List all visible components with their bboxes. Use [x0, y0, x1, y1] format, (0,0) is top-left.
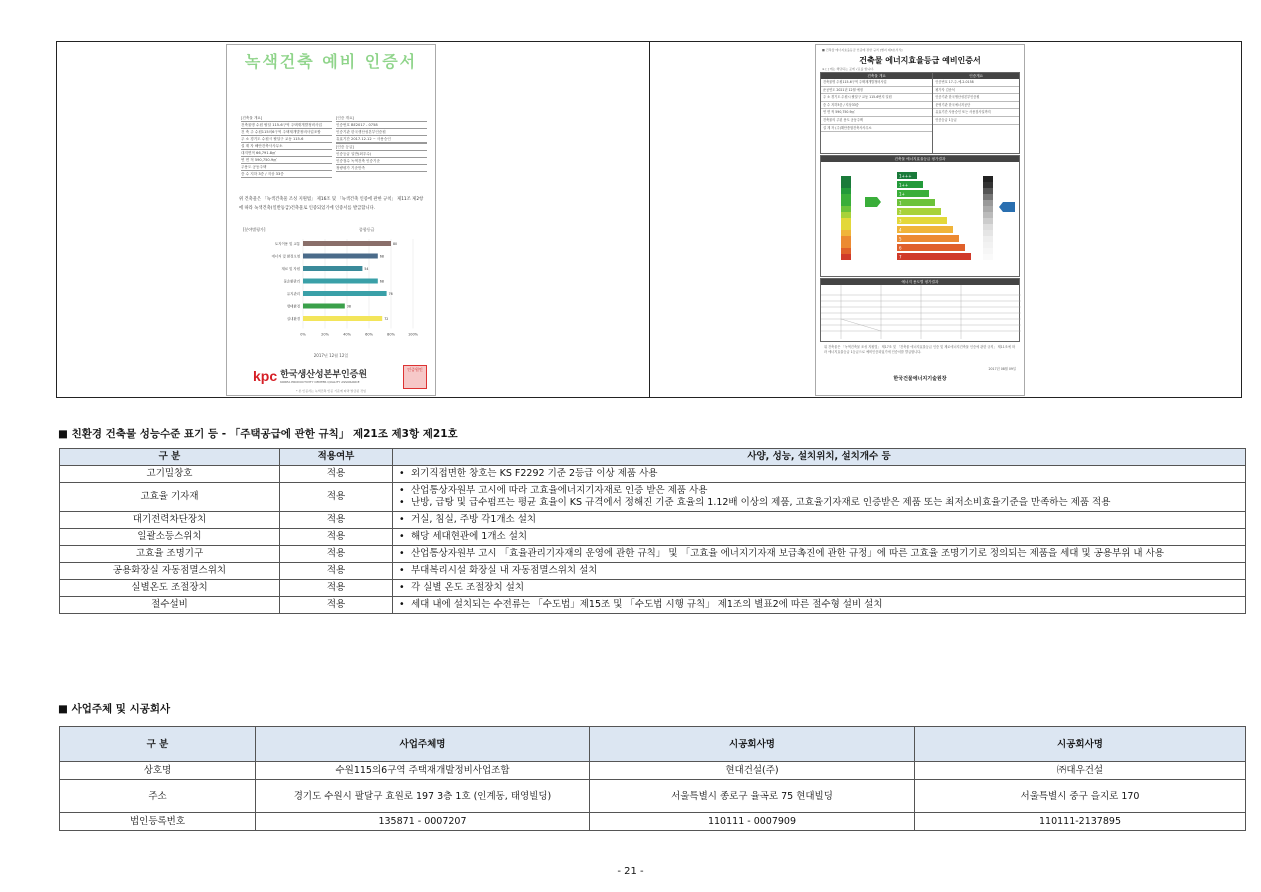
eco-spec-item: • 각 실별 온도 조절장치 설치	[411, 582, 1241, 594]
energy-grade-label: 4	[899, 227, 902, 233]
energy-grade-bar	[897, 235, 959, 242]
energy-overview-left-row: 설 계 자 (주)해안종합건축사사무소	[821, 125, 932, 133]
energy-overview-left-row: 주 소 경기도 수원시 팔달구 교동 115-6번지 일원	[821, 94, 932, 102]
green-chart-xtick: 20%	[321, 332, 329, 337]
energy-grade-label: 2	[899, 209, 902, 215]
energy-grade-bar	[897, 253, 971, 260]
section-title-eco-performance: ■ 친환경 건축물 성능수준 표기 등 - 「주택공급에 관한 규칙」 제21조 제3항 제21호	[58, 428, 458, 440]
green-info-left-row: 설 계 자 해안건축사사무소	[241, 143, 332, 150]
energy-grade-label: 1+++	[899, 173, 912, 179]
energy-gradient-cell	[841, 212, 851, 218]
eco-performance-table	[59, 448, 1246, 614]
eco-row-spec	[393, 563, 1246, 580]
eco-row-category: 고효율 기자재	[60, 483, 280, 512]
eco-spec-list	[397, 531, 1241, 543]
co2-gradient-cell	[983, 218, 993, 224]
energy-efficiency-certificate	[815, 44, 1025, 396]
eco-row-applied: 적용	[280, 563, 393, 580]
builders-cell-contractor-1: 서울특별시 종로구 율곡로 75 현대빌딩	[590, 780, 915, 813]
builders-cell-contractor-1: 110111 - 0007909	[590, 813, 915, 831]
green-info-right-row: 인증번호 BE2017 - 0758	[336, 122, 427, 129]
energy-gradient-cell	[841, 218, 851, 224]
green-chart-bar	[303, 291, 387, 296]
eco-row-spec	[393, 597, 1246, 614]
green-building-certificate	[226, 44, 436, 396]
section-title-builders: ■ 사업주체 및 시공회사	[58, 703, 171, 715]
builders-cell-category: 상호명	[60, 762, 256, 780]
eco-spec-item: • 외기직접면한 창호는 KS F2292 기준 2등급 이상 제품 사용	[411, 468, 1241, 480]
co2-gradient-cell	[983, 188, 993, 194]
energy-gradient-cell	[841, 206, 851, 212]
builders-cell-category: 법인등록번호	[60, 813, 256, 831]
official-seal: 인증원인	[403, 365, 427, 389]
builders-header-contractor-2: 시공회사명	[915, 727, 1246, 762]
green-chart-bar	[303, 316, 382, 321]
energy-grade-label: 1+	[899, 191, 905, 197]
green-chart-category: 생태환경	[286, 304, 300, 309]
co2-gradient-cell	[983, 224, 993, 230]
green-chart-bar-label: 72	[384, 317, 389, 321]
green-chart-bar	[303, 266, 362, 271]
co2-gradient-cell	[983, 236, 993, 242]
green-info-right-row: 인증등급 일반(최우수)	[336, 151, 427, 158]
green-chart-bar-label: 68	[379, 279, 384, 284]
kpc-logo: kpc	[253, 368, 278, 384]
eco-spec-list	[397, 599, 1241, 611]
builders-table-row	[60, 762, 1246, 780]
energy-cert-signature: 한국건물에너지기술원장	[893, 376, 947, 382]
energy-cert-date: 2017년 08월 09일	[988, 367, 1016, 371]
eco-table-row	[60, 483, 1246, 512]
eco-row-applied: 적용	[280, 483, 393, 512]
energy-cert-section2-bar: 건축물 에너지효율등급 평가결과	[821, 156, 1019, 162]
energy-gradient-cell	[841, 236, 851, 242]
energy-cert-section1b-bar: 인증개요	[933, 73, 1019, 79]
energy-cert-title: 건축물 에너지효율등급 예비인증서	[859, 56, 981, 65]
eco-spec-item: • 거실, 침실, 주방 각1개소 설치	[411, 514, 1241, 526]
eco-spec-list	[397, 565, 1241, 577]
energy-grade-label: 1	[899, 200, 902, 206]
green-chart-xtick: 60%	[365, 332, 373, 337]
green-cert-footer: * 본 인증서는 녹색건축 인증 기준에 따라 발급된 것임	[296, 389, 366, 393]
eco-row-category: 고효율 조명기구	[60, 546, 280, 563]
co2-gradient-cell	[983, 182, 993, 188]
energy-gradient-cell	[841, 188, 851, 194]
eco-table-row	[60, 529, 1246, 546]
eco-spec-list	[397, 582, 1241, 594]
green-cert-title: 녹색건축 예비 인증서	[244, 52, 418, 71]
green-chart-bar	[303, 241, 391, 246]
green-info-right-row: 인증점수 녹색건축 인증기준	[336, 158, 427, 165]
eco-row-spec	[393, 529, 1246, 546]
kpc-org-name: 한국생산성본부인증원	[280, 370, 368, 380]
green-info-left-row: 주 소 경기도 수원시 팔달구 교동 115-6	[241, 136, 332, 143]
green-chart-bar-label: 68	[379, 254, 384, 259]
builders-cell-developer: 135871 - 0007207	[256, 813, 590, 831]
builders-header-row	[60, 727, 1246, 762]
green-info-left-row: 주용도 공동주택	[241, 164, 332, 171]
builders-cell-developer: 경기도 수원시 팔달구 효원로 197 3층 1호 (인계동, 태영빌딩)	[256, 780, 590, 813]
energy-grade-bar	[897, 199, 935, 206]
green-info-right-row: [인증 등급]	[336, 144, 427, 151]
energy-gradient-cell	[841, 176, 851, 182]
green-info-right-row: [인증 개요]	[336, 115, 427, 122]
eco-spec-list	[397, 514, 1241, 526]
eco-row-spec	[393, 483, 1246, 512]
kpc-logo-block	[253, 367, 367, 385]
energy-overview-left-row: 층 수 지하3층 / 지상33층	[821, 102, 932, 110]
eco-table-row	[60, 580, 1246, 597]
energy-grade-label: 6	[899, 245, 902, 251]
eco-row-applied: 적용	[280, 466, 393, 483]
energy-grade-bar	[897, 208, 941, 215]
co2-gradient-cell	[983, 194, 993, 200]
eco-row-applied: 적용	[280, 580, 393, 597]
co2-gradient-cell	[983, 248, 993, 254]
eco-row-category: 고기밀창호	[60, 466, 280, 483]
energy-grade-bar	[897, 217, 947, 224]
energy-overview-left-row: 건축물의 주된 용도 공동주택	[821, 117, 932, 125]
co2-gradient-cell	[983, 254, 993, 260]
eco-row-applied: 적용	[280, 546, 393, 563]
eco-row-spec	[393, 546, 1246, 563]
green-info-left-row: 건 축 주 수원115의6구역 주택재개발정비사업조합	[241, 129, 332, 136]
page-number: - 21 -	[617, 866, 644, 877]
eco-row-category: 공용화장실 자동점멸스위치	[60, 563, 280, 580]
green-chart-xtick: 0%	[300, 332, 306, 337]
kpc-org-name-en: KOREA PRODUCTIVITY CENTER QUALITY ASSURANCE	[280, 380, 360, 384]
energy-gradient-cell	[841, 194, 851, 200]
green-chart-legend: 종합등급	[359, 227, 375, 232]
green-chart-bar	[303, 304, 345, 309]
builders-header-category: 구 분	[60, 727, 256, 762]
energy-overview-left-row: 준공연도 2021년 12월 예정	[821, 87, 932, 95]
energy-cert-overview-right	[933, 73, 1019, 153]
builders-header-contractor-1: 시공회사명	[590, 727, 915, 762]
eco-row-category: 일괄소등스위치	[60, 529, 280, 546]
eco-spec-item: • 난방, 급탕 및 급수펌프는 평균 효율이 KS 규격에서 정해진 기준 효율의 1.12배 이상의 제품, 고효율기자재로 인증받은 제품 또는 최저소비효율기준을 만족하는 제품 적용	[411, 497, 1241, 509]
energy-result-marker	[865, 197, 881, 207]
green-chart-xtick: 40%	[343, 332, 351, 337]
energy-overview-right-row: 평가자 김준석	[933, 87, 1019, 95]
green-chart-category: 재료 및 자원	[281, 267, 300, 271]
green-chart-xtick: 100%	[407, 332, 419, 337]
energy-gradient-cell	[841, 230, 851, 236]
green-chart-category: 유지관리	[286, 292, 300, 296]
builders-cell-contractor-2: 110111-2137895	[915, 813, 1246, 831]
eco-spec-item: • 산업통상자원부 고시 「효율관리기자재의 운영에 관한 규칙」 및 「고효율 에너지기자재 보급촉진에 관한 규정」에 따른 고효율 조명기기로 정의되는 제품을 세대 및 공용부위 내 사용	[411, 548, 1241, 560]
energy-cert-statement: 위 건축물은 「녹색건축물 조성 지원법」 제17조 및 「건축물 에너지효율등급 인증 및 제로에너지건축물 인증에 관한 규칙」 제11조에 따라 에너지효율등급 1등급으로 예비인증되었기에 인증서를 발급합니다.	[824, 345, 1016, 354]
green-info-right-row: 정량평가 기준만족	[336, 165, 427, 172]
co2-gradient-cell	[983, 230, 993, 236]
eco-spec-list	[397, 548, 1241, 560]
eco-header-applied: 적용여부	[280, 449, 393, 466]
green-chart-caption: [분야별평가]	[243, 227, 266, 232]
green-chart-category: 실내환경	[286, 317, 300, 321]
energy-grade-label: 3	[899, 218, 902, 224]
energy-cert-overview-left	[821, 73, 933, 153]
energy-usage-result	[820, 278, 1020, 342]
co2-gradient-cell	[983, 242, 993, 248]
green-chart-bar	[303, 279, 378, 284]
green-cert-statement: 위 건축물은 「녹색건축물 조성 지원법」 제16조 및 「녹색건축 인증에 관한 규칙」 제11조 제2항에 따라 녹색건축(일반등급)건축물로 인증되었기에 인증서를 발급합니다.	[239, 197, 424, 211]
green-chart-bar-label: 54	[364, 267, 369, 271]
green-info-left-row: 층 수 지하 3층 / 지상 33층	[241, 171, 332, 178]
eco-row-applied: 적용	[280, 512, 393, 529]
energy-overview-right-row: 인증번호 17-주-예-2-0158	[933, 79, 1019, 87]
energy-gradient-cell	[841, 242, 851, 248]
green-chart-xtick: 80%	[387, 332, 395, 337]
builders-cell-category: 주소	[60, 780, 256, 813]
green-chart-bar-label: 80	[393, 242, 398, 246]
eco-table-row	[60, 546, 1246, 563]
green-chart-bar-label: 38	[346, 304, 351, 309]
eco-table-header-row	[60, 449, 1246, 466]
energy-cert-form-note: ■ 건축물 에너지효율등급 인증에 관한 규칙 [별지 제3호서식]	[822, 48, 903, 52]
energy-grade-result	[820, 155, 1020, 277]
energy-overview-left-row: 연 면 적 590,750.9㎡	[821, 109, 932, 117]
energy-overview-left-row: 건축물명 수원115-6구역 주택재개발정비사업	[821, 79, 932, 87]
co2-gradient-cell	[983, 176, 993, 182]
green-chart-bar-label: 76	[388, 292, 393, 296]
builders-table-row	[60, 813, 1246, 831]
eco-spec-list	[397, 468, 1241, 480]
energy-gradient-cell	[841, 254, 851, 260]
energy-overview-right-row: 인증등급 1등급	[933, 117, 1019, 125]
co2-gradient-cell	[983, 200, 993, 206]
eco-table-row	[60, 597, 1246, 614]
eco-spec-item: • 부대복리시설 화장실 내 자동점멸스위치 설치	[411, 565, 1241, 577]
eco-spec-item: • 해당 세대현관에 1개소 설치	[411, 531, 1241, 543]
energy-overview-right-row: 운영기관 한국에너지공단	[933, 102, 1019, 110]
eco-row-category: 대기전력차단장치	[60, 512, 280, 529]
eco-spec-item: • 산업통상자원부 고시에 따라 고효율에너지기자재로 인증 받은 제품 사용	[411, 485, 1241, 497]
builders-table	[59, 726, 1246, 831]
eco-header-spec: 사양, 성능, 설치위치, 설치개수 등	[393, 449, 1246, 466]
eco-table-row	[60, 563, 1246, 580]
green-info-right-row: 유효기간 2017.12.12 ~ 사용승인	[336, 136, 427, 143]
green-chart-category: 토지이용 및 교통	[274, 242, 300, 246]
eco-row-category: 절수설비	[60, 597, 280, 614]
builders-cell-contractor-1: 현대건설(주)	[590, 762, 915, 780]
eco-row-applied: 적용	[280, 529, 393, 546]
eco-spec-item: • 세대 내에 설치되는 수전류는 「수도법」제15조 및 「수도법 시행 규칙」 제1조의 별표2에 따른 절수형 설비 설치	[411, 599, 1241, 611]
green-info-left-row: 대지면적 66,791.8㎡	[241, 150, 332, 157]
eco-row-spec	[393, 512, 1246, 529]
energy-gradient-cell	[841, 200, 851, 206]
co2-result-marker	[999, 202, 1015, 212]
energy-grade-chart	[821, 162, 1021, 274]
green-cert-date: 2017년 12월 12일	[313, 353, 349, 358]
builders-header-developer: 사업주체명	[256, 727, 590, 762]
energy-grade-label: 5	[899, 236, 902, 242]
eco-spec-list	[397, 485, 1241, 509]
green-chart-category: 에너지 및 환경오염	[271, 254, 300, 259]
energy-cert-subnote: ※ [ ] 에는 해당되는 곳에 √표를 합니다.	[822, 67, 875, 71]
green-info-left-row: 건축물명 수원 팔달 115-6구역 주택재개발정비사업	[241, 122, 332, 129]
co2-gradient-cell	[983, 206, 993, 212]
energy-cert-section1-bar: 건축물 개요	[821, 73, 932, 79]
eco-row-spec	[393, 466, 1246, 483]
energy-grade-label: 7	[899, 254, 902, 260]
energy-gradient-cell	[841, 182, 851, 188]
energy-cert-overview	[820, 72, 1020, 154]
eco-table-row	[60, 466, 1246, 483]
green-cert-bar-chart	[241, 225, 421, 360]
energy-overview-right-row: 인증기관 한국생산성본부인증원	[933, 94, 1019, 102]
green-info-left-row: [건축물 개요]	[241, 115, 332, 122]
green-cert-info-left	[241, 115, 332, 178]
frame-divider	[649, 42, 650, 397]
energy-grade-bar	[897, 244, 965, 251]
green-cert-info	[241, 115, 427, 178]
green-chart-bar	[303, 254, 378, 259]
builders-cell-developer: 수원115의6구역 주택재개발정비사업조합	[256, 762, 590, 780]
green-cert-info-right	[336, 115, 427, 178]
green-info-right-row: 인증기관 한국생산성본부인증원	[336, 129, 427, 136]
eco-header-category: 구 분	[60, 449, 280, 466]
energy-grade-label: 1++	[899, 182, 909, 188]
eco-row-spec	[393, 580, 1246, 597]
co2-gradient-cell	[983, 212, 993, 218]
green-info-left-row: 연 면 적 590,750.9㎡	[241, 157, 332, 164]
builders-cell-contractor-2: ㈜대우건설	[915, 762, 1246, 780]
builders-table-row	[60, 780, 1246, 813]
energy-grade-bar	[897, 226, 953, 233]
energy-cert-section3-bar: 에너지 용도별 평가결과	[821, 279, 1019, 285]
energy-usage-table-graphic	[821, 285, 1021, 339]
energy-overview-right-row: 유효기간 사용승인 또는 사용검사일까지	[933, 109, 1019, 117]
eco-table-row	[60, 512, 1246, 529]
energy-gradient-cell	[841, 224, 851, 230]
builders-cell-contractor-2: 서울특별시 중구 을지로 170	[915, 780, 1246, 813]
eco-row-category: 실별온도 조절장치	[60, 580, 280, 597]
eco-row-applied: 적용	[280, 597, 393, 614]
green-chart-category: 물순환관리	[283, 279, 300, 284]
energy-gradient-cell	[841, 248, 851, 254]
